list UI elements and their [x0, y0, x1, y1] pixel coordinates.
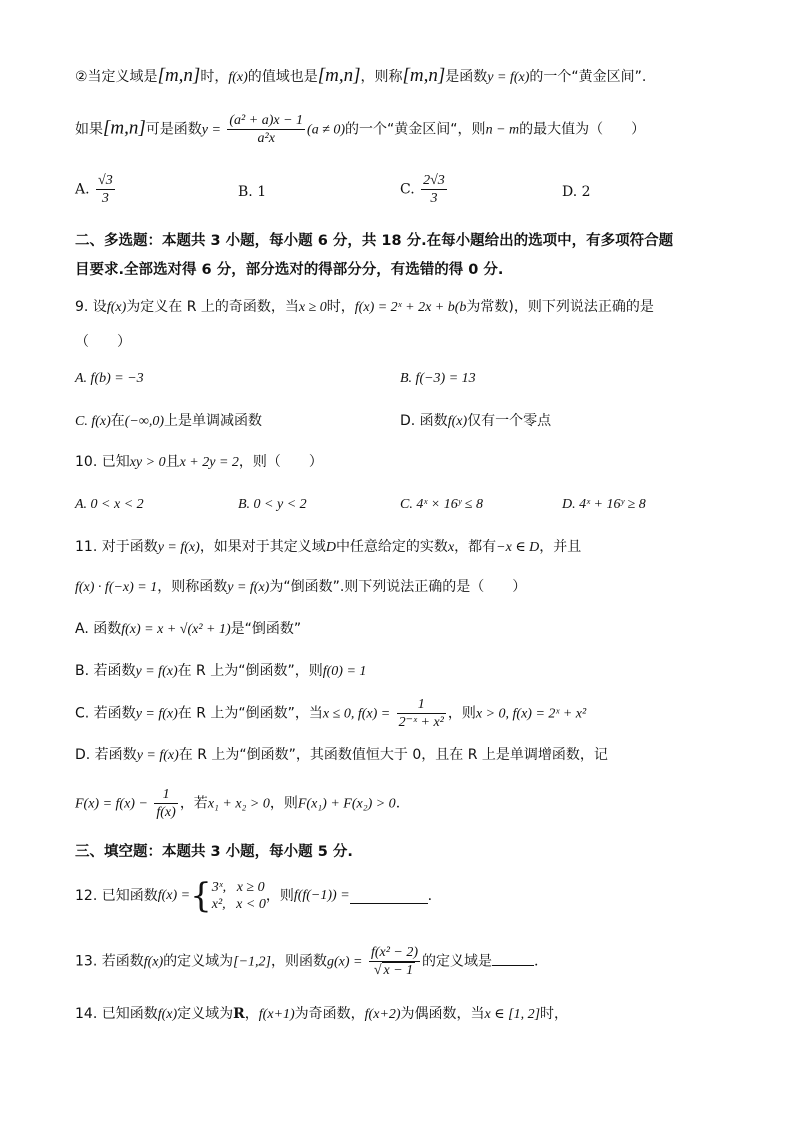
text: 的一个“黄金区间“，则 [345, 121, 486, 138]
math: f(x) [143, 954, 164, 970]
math: n − m [485, 122, 520, 138]
text: 仅有一个零点 [467, 413, 552, 429]
text: ，如果对于其定义域 [199, 539, 326, 555]
q11-option-b [75, 661, 366, 682]
math: xy > 0 [129, 455, 166, 470]
q9-option-c [75, 411, 262, 432]
q9-stem [75, 297, 654, 318]
math: [m,n] [103, 117, 146, 139]
text: ，都有 [454, 539, 497, 555]
math: [−1,2] [233, 954, 271, 970]
math: x ≤ 0, f(x) = [322, 706, 391, 722]
text: 时， [326, 299, 355, 315]
text: 且 [165, 454, 180, 470]
text: ②当定义域是 [75, 69, 158, 85]
math: f(x) [447, 414, 468, 429]
fraction [397, 696, 446, 731]
denominator [369, 962, 420, 979]
text: 10. 已知 [75, 454, 130, 470]
q9-option-b: B. f(−3) = 13 [400, 371, 476, 386]
text: 为奇函数， [294, 1006, 365, 1022]
math: F(x) = f(x) − [75, 796, 148, 812]
text: ，若 [179, 795, 208, 812]
math: f(x) [228, 70, 248, 85]
math: x ∈ [1, 2] [484, 1007, 541, 1022]
case-value: x², [211, 897, 226, 912]
math: f(0) = 1 [322, 664, 367, 679]
numerator: 2√3 [423, 173, 445, 188]
denominator: a²x [257, 131, 275, 146]
text: B. 若函数 [75, 663, 136, 679]
math: f(f(−1)) = [293, 888, 350, 903]
math: f(x+2) [364, 1007, 401, 1022]
q8-definition-line [75, 66, 646, 88]
case-value: 3ˣ, [211, 880, 227, 895]
text: 为偶函数，当 [400, 1006, 485, 1022]
text: 在 [110, 413, 125, 429]
q8-question-line [75, 112, 645, 147]
answer-blank[interactable] [492, 951, 534, 966]
text: ，则（ ） [238, 454, 323, 470]
math: y = f(x) [157, 540, 200, 555]
text: 在 R 上为“倒函数”，当 [177, 705, 323, 722]
text: 为“倒函数”.则下列说法正确的是（ ） [269, 579, 527, 595]
text: 中任意给定的实数 [335, 539, 448, 555]
math: y = [201, 122, 221, 138]
text: 的一个“黄金区间”. [529, 69, 647, 85]
fraction [154, 786, 177, 821]
denominator: 3 [430, 191, 438, 206]
text: . [427, 888, 433, 904]
text: 时， [200, 69, 229, 85]
math: y = f(x) [487, 70, 530, 85]
numerator: √3 [98, 173, 113, 188]
math: [m,n] [317, 65, 361, 86]
math: g(x) = [327, 954, 363, 970]
math: y = f(x) [135, 664, 178, 679]
section-3-heading: 三、填空题：本题共 3 小题，每小题 5 分. [75, 844, 353, 860]
numerator: f(x² − 2) [370, 945, 419, 960]
q8-option-d: D. 2 [562, 184, 591, 200]
numerator: (a² + a)x − 1 [229, 113, 304, 128]
text: 14. 已知函数 [75, 1006, 158, 1022]
denominator: 2⁻ˣ + x² [398, 715, 444, 730]
text: 13. 若函数 [75, 953, 144, 970]
text: A. 函数 [75, 621, 122, 637]
text: ，则 [265, 888, 294, 904]
math: R [233, 1006, 245, 1022]
sqrt-sign: √ [373, 963, 382, 978]
text: 的定义域为 [163, 953, 234, 970]
text: C. 若函数 [75, 705, 136, 722]
math: f(x) = [157, 888, 191, 903]
math: f(x) [106, 300, 127, 315]
math: C. f(x) [75, 414, 111, 429]
q10-option-c: C. 4ˣ × 16ʸ ≤ 8 [400, 497, 483, 512]
text: ，则函数 [271, 953, 327, 970]
text: 9. 设 [75, 299, 107, 315]
text: D. 若函数 [75, 747, 137, 763]
left-brace: { [190, 876, 212, 916]
text: ，则称 [360, 69, 403, 85]
text: 是函数 [445, 69, 488, 85]
math: D [325, 540, 336, 555]
math: f(x) [157, 1007, 178, 1022]
q11-option-c [75, 696, 586, 731]
numerator: 1 [154, 786, 177, 804]
math: x > 0, f(x) = 2ˣ + x² [475, 706, 587, 722]
q10-option-b: B. 0 < y < 2 [238, 497, 307, 512]
math: −x ∈ D [496, 540, 540, 555]
q12-stem [75, 876, 433, 916]
text: ，则 [447, 705, 476, 722]
text: 12. 已知函数 [75, 888, 158, 904]
text: 为常数)，则下列说法正确的是 [466, 299, 654, 315]
fraction [227, 112, 305, 147]
text: 为定义在 R 上的奇函数，当 [126, 299, 299, 315]
math: y = f(x) [227, 580, 270, 595]
answer-blank[interactable] [350, 889, 428, 904]
math: x + 2y = 2 [179, 455, 239, 470]
text: 定义域为 [177, 1006, 234, 1022]
text: 的值域也是 [247, 69, 318, 85]
text: 的定义域是 [422, 953, 493, 970]
text: 在 R 上为“倒函数”，其函数值恒大于 0，且在 R 上是单调增函数，记 [178, 747, 608, 763]
text: ， [244, 1006, 259, 1022]
math: x [447, 540, 455, 555]
text: 如果 [75, 121, 103, 138]
denominator: 3 [101, 191, 109, 206]
q9-paren: （ ） [75, 334, 131, 350]
text: ，则称函数 [157, 579, 228, 595]
q14-stem [75, 1004, 568, 1025]
text: ，则 [269, 795, 298, 812]
section-2-heading-line1: 二、多选题：本题共 3 小题，每小题 6 分，共 18 分.在每小題给出的选项中，有多项符合题 [75, 233, 674, 249]
fraction [421, 172, 447, 207]
q9-option-a: A. f(b) = −3 [75, 371, 144, 386]
q8-option-a [75, 172, 117, 207]
radicand: x − 1 [383, 963, 414, 978]
text: 时， [540, 1006, 569, 1022]
q11-stem-line1 [75, 537, 581, 558]
math: f(x+1) [258, 1007, 295, 1022]
text: 可是函数 [145, 121, 202, 138]
text: 上是单调减函数 [164, 413, 263, 429]
text: 11. 对于函数 [75, 539, 158, 555]
math: [m,n] [402, 65, 446, 86]
denominator: f(x) [156, 805, 176, 820]
fraction [96, 172, 115, 207]
math: x ≥ 0 [298, 300, 327, 315]
q8-option-c [400, 172, 449, 207]
q10-option-d: D. 4ˣ + 16ʸ ≥ 8 [562, 497, 646, 512]
text: . [395, 795, 401, 812]
math: y = f(x) [136, 748, 179, 763]
math: (a ≠ 0) [307, 122, 346, 138]
q11-option-d-line2 [75, 786, 400, 821]
math: f(x) = 2ˣ + 2x + b(b [354, 300, 467, 315]
math: f(x) = x + √(x² + 1) [121, 622, 231, 637]
option-label: A. [75, 181, 90, 198]
piecewise-cases [212, 879, 266, 913]
q10-stem [75, 452, 323, 473]
math: f(x) · f(−x) = 1 [75, 580, 158, 595]
math: [m,n] [157, 65, 201, 86]
math: F(x₁) + F(x₂) > 0 [297, 796, 396, 812]
q11-stem-line2 [75, 577, 526, 598]
math: (−∞,0) [124, 414, 165, 429]
text: 是“倒函数” [230, 621, 302, 637]
text: D. 函数 [400, 413, 448, 429]
text: 的最大值为（ ） [519, 121, 646, 138]
case-condition: x < 0 [236, 897, 266, 912]
option-label: C. [400, 181, 415, 198]
case-condition: x ≥ 0 [236, 880, 265, 895]
text: ，并且 [539, 539, 582, 555]
section-2-heading-line2: 目要求.全部选对得 6 分，部分选对的得部分分，有选错的得 0 分. [75, 262, 504, 278]
math: x₁ + x₂ > 0 [207, 796, 270, 812]
q11-option-a [75, 619, 301, 640]
text: . [534, 953, 539, 970]
q10-option-a: A. 0 < x < 2 [75, 497, 144, 512]
q8-option-b: B. 1 [238, 184, 267, 200]
q13-stem [75, 944, 538, 979]
q9-option-d [400, 411, 551, 432]
text: 在 R 上为“倒函数”，则 [177, 663, 323, 679]
numerator: 1 [397, 696, 446, 714]
fraction [369, 944, 420, 979]
q11-option-d-line1 [75, 745, 608, 766]
math: y = f(x) [135, 706, 178, 722]
